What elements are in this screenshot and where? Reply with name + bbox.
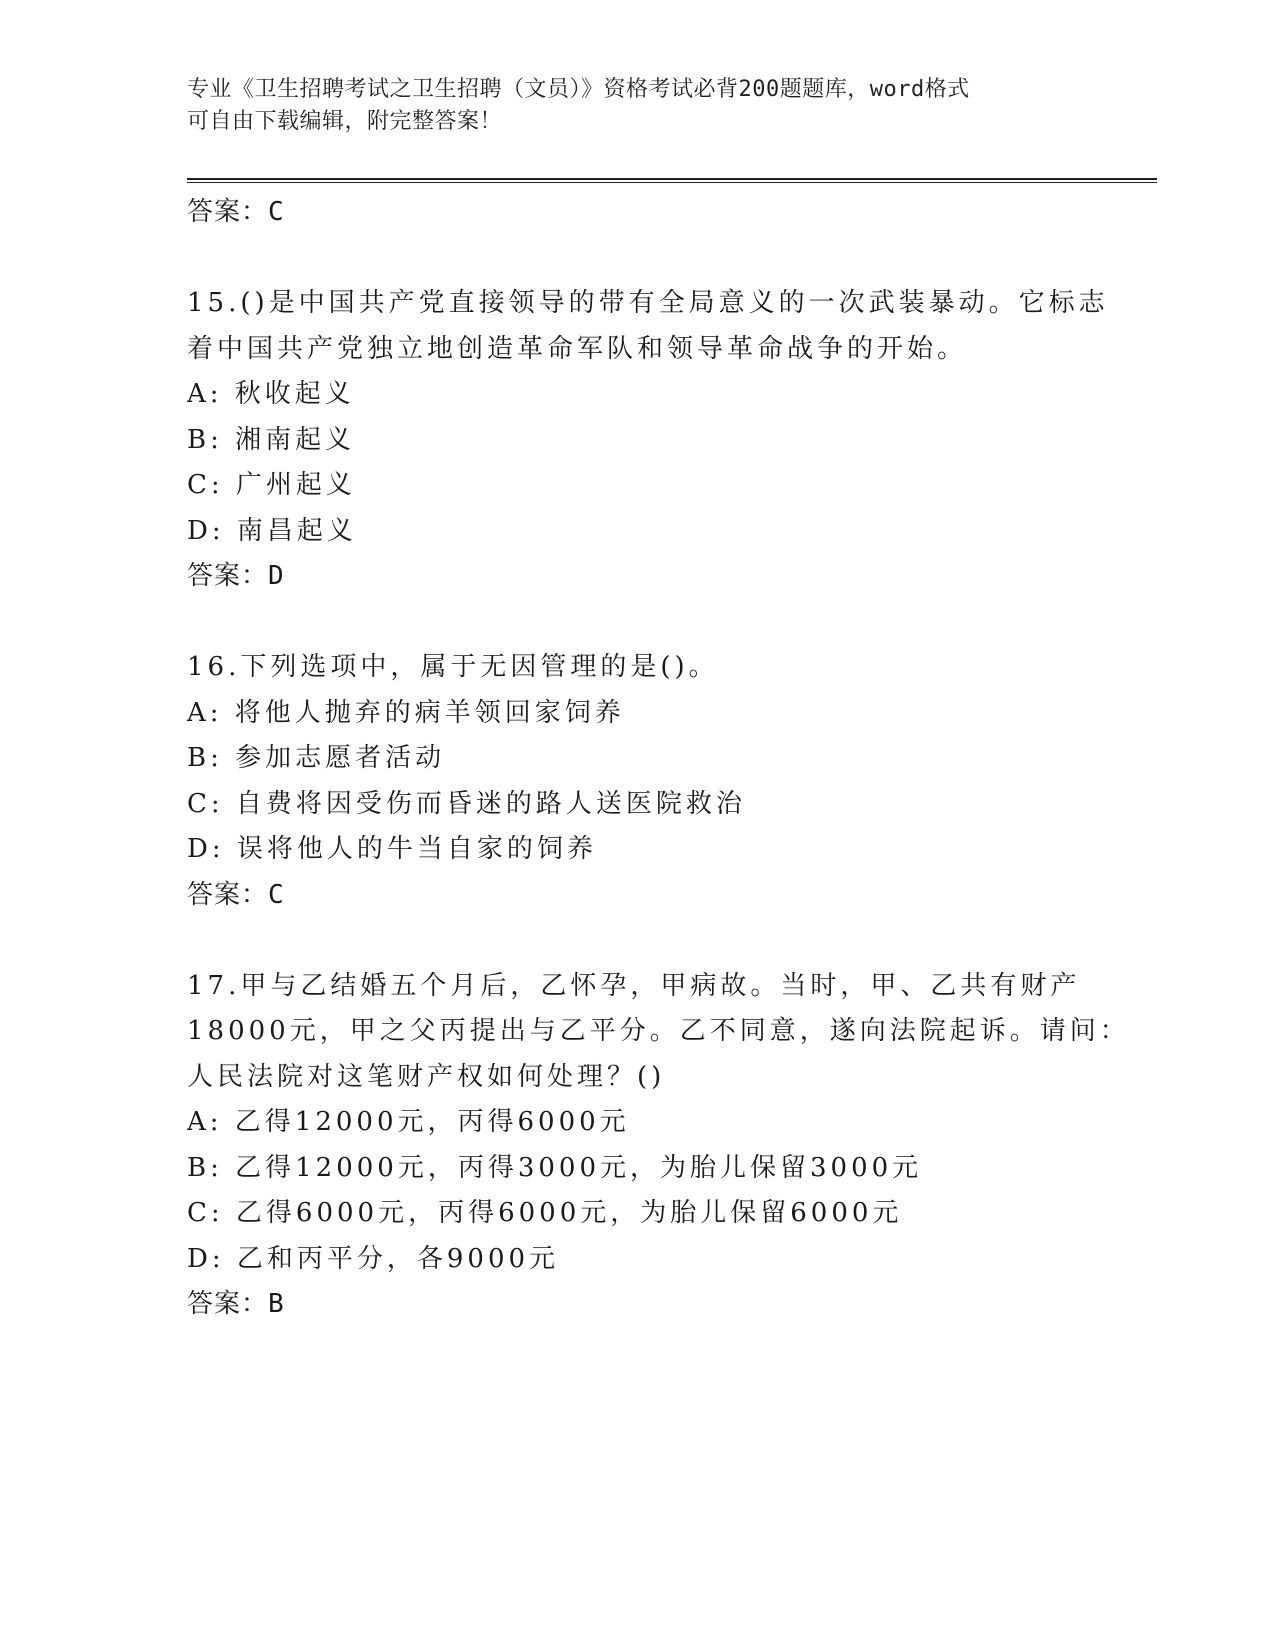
question-17: [187, 964, 1147, 1328]
answer-label: 答案：: [187, 197, 269, 227]
answer-value: C: [268, 197, 285, 227]
answer-value: D: [268, 561, 285, 591]
option-d: D: 南昌起义: [187, 515, 357, 546]
question-stem-line: 18000元，甲之父丙提出与乙平分。乙不同意，遂向法院起诉。请问：: [187, 1016, 1130, 1046]
question-stem-line: 17.甲与乙结婚五个月后，乙怀孕，甲病故。当时，甲、乙共有财产: [187, 970, 1081, 1001]
header-divider-thin: [187, 182, 1157, 183]
question-stem-line: 着中国共产党独立地创造革命军队和领导革命战争的开始。: [187, 333, 968, 364]
question-content: [187, 190, 1147, 1328]
question-16: [187, 645, 1147, 918]
option-c: C: 广州起义: [187, 470, 356, 500]
question-stem-line: 人民法院对这笔财产权如何处理？(): [187, 1061, 666, 1092]
header-line-1: 专业《卫生招聘考试之卫生招聘（文员）》资格考试必背200题题库，word格式: [187, 77, 970, 102]
question-answer: [187, 873, 1147, 919]
question-stem-line: 16.下列选项中，属于无因管理的是()。: [187, 652, 719, 682]
question-answer: [187, 1282, 1147, 1328]
spacer: [187, 236, 1147, 282]
option-c: C: 自费将因受伤而昏迷的路人送医院救治: [187, 788, 746, 819]
answer-label: 答案：: [187, 1289, 269, 1319]
header-line-2: 可自由下载编辑，附完整答案！: [187, 109, 503, 134]
spacer: [187, 918, 1147, 964]
answer-label: 答案：: [187, 879, 269, 910]
answer-label: 答案：: [187, 561, 269, 591]
option-a: A: 乙得12000元，丙得6000元: [187, 1107, 630, 1137]
option-b: B: 乙得12000元，丙得3000元，为胎儿保留3000元: [187, 1152, 923, 1183]
option-d: D: 误将他人的牛当自家的饲养: [187, 834, 597, 864]
spacer: [187, 600, 1147, 646]
option-a: A: 将他人抛弃的病羊领回家饲养: [187, 697, 625, 728]
previous-answer: [187, 190, 1147, 236]
question-answer: [187, 554, 1147, 600]
question-15: [187, 281, 1147, 600]
question-stem-line: 15.()是中国共产党直接领导的带有全局意义的一次武装暴动。它标志: [187, 288, 1109, 318]
option-c: C: 乙得6000元，丙得6000元，为胎儿保留6000元: [187, 1198, 903, 1228]
option-b: B: 湘南起义: [187, 424, 356, 455]
header-divider-thick: [187, 178, 1157, 180]
option-d: D: 乙和丙平分，各9000元: [187, 1243, 560, 1274]
option-a: A: 秋收起义: [187, 379, 355, 409]
option-b: B: 参加志愿者活动: [187, 743, 446, 773]
answer-value: B: [268, 1289, 285, 1319]
answer-value: C: [268, 879, 285, 910]
page-header: [187, 74, 1087, 138]
